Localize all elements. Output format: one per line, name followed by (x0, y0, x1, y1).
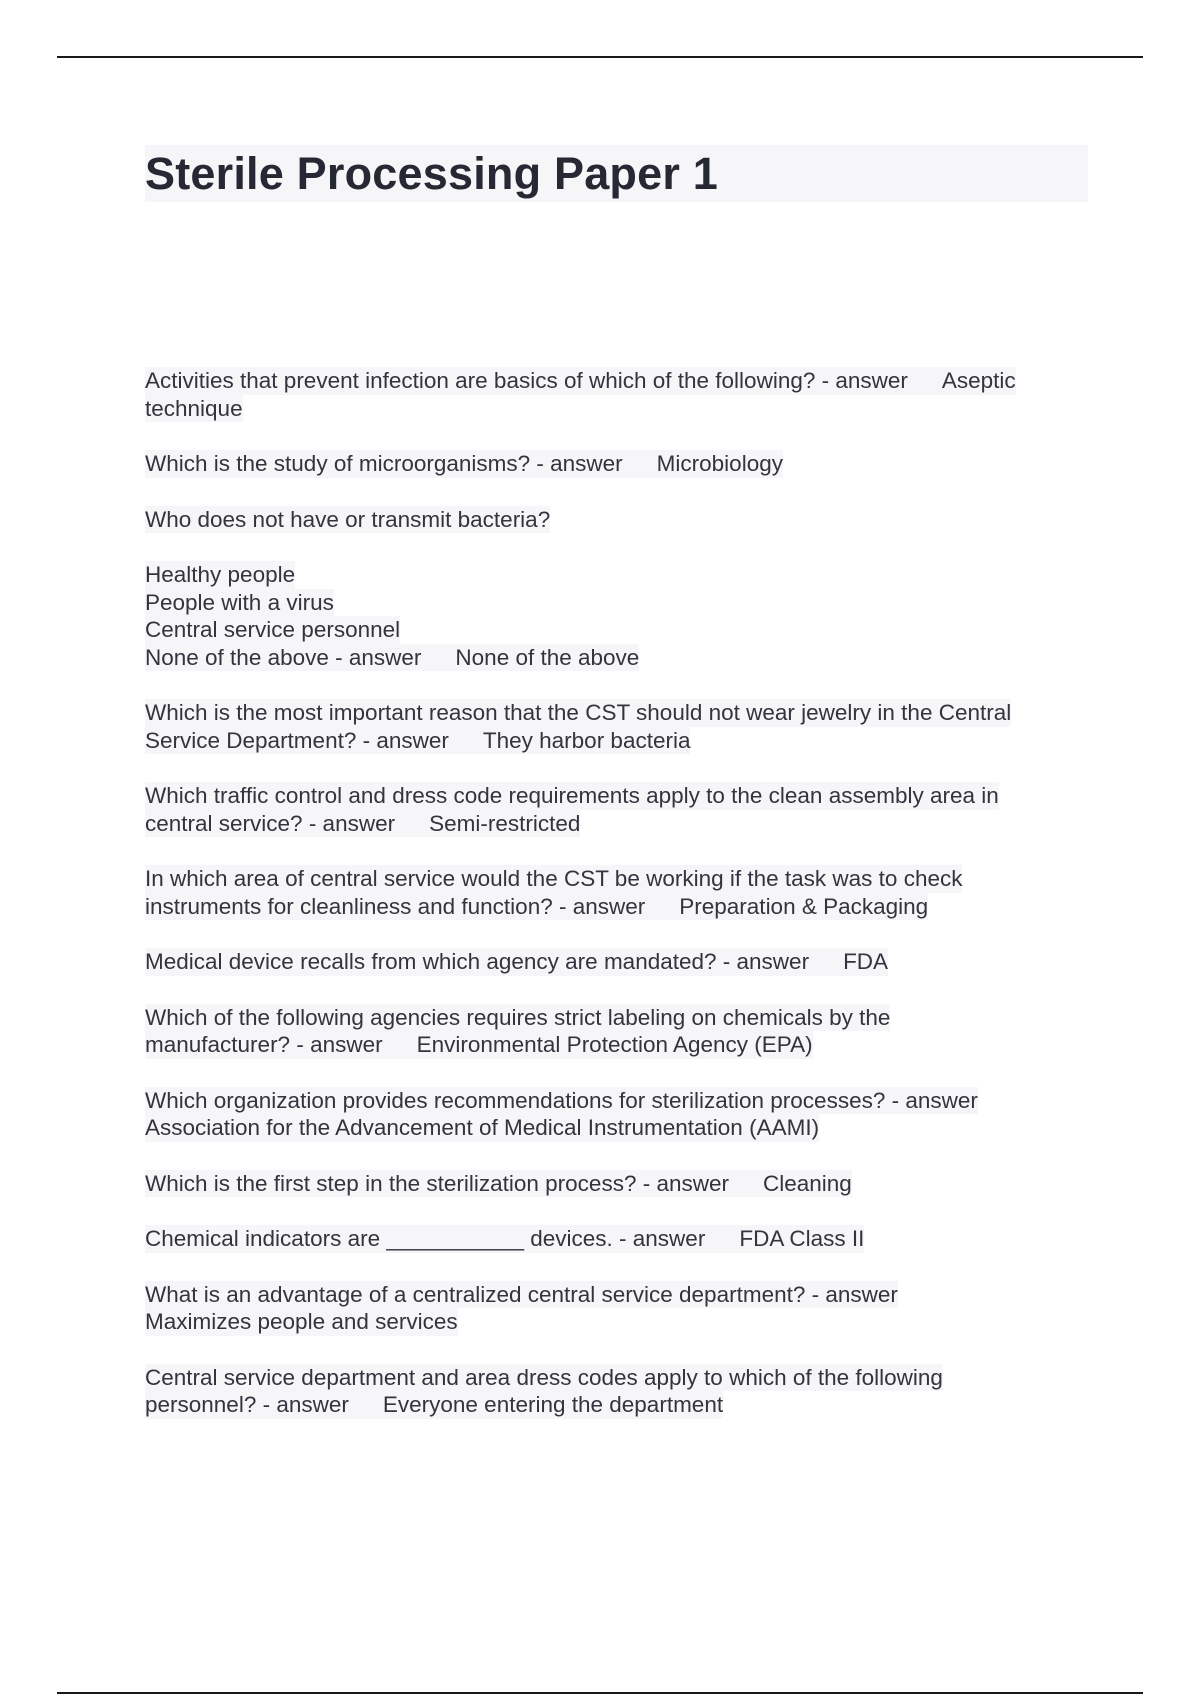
answer-text: Association for the Advancement of Medical Instrumentation (AAMI) (145, 1115, 820, 1140)
qa-item (145, 782, 1090, 837)
qa-line (145, 506, 550, 534)
qa-line (145, 1225, 864, 1253)
title-highlight (145, 145, 1088, 202)
answer-text: Preparation & Packaging (679, 893, 929, 919)
answer-text: FDA Class II (739, 1226, 865, 1251)
qa-item (145, 1225, 1090, 1253)
question-text: Which is the first step in the sterilization process? - answer (145, 1170, 729, 1196)
qa-line (145, 1114, 819, 1142)
qa-list (145, 367, 1090, 1447)
qa-line (145, 1004, 890, 1032)
qa-item (145, 1281, 1090, 1336)
question-text: What is an advantage of a centralized central service department? - answer (145, 1281, 898, 1307)
qa-line (145, 1170, 852, 1198)
question-text: Chemical indicators are ___________ devices. - answer (145, 1226, 706, 1251)
qa-line (145, 810, 580, 838)
qa-line (145, 1031, 813, 1059)
answer-text-continued: technique (145, 395, 243, 421)
question-text: Which is the study of microorganisms? - answer (145, 451, 623, 476)
qa-item (145, 1004, 1090, 1059)
qa-line (145, 367, 1016, 395)
qa-item (145, 1170, 1090, 1198)
qa-item (145, 450, 1090, 478)
qa-line (145, 1308, 458, 1336)
answer-text: They harbor bacteria (482, 727, 691, 753)
qa-line (145, 1391, 723, 1419)
question-text: Which of the following agencies requires strict labeling on chemicals by the (145, 1004, 891, 1030)
page-title: Sterile Processing Paper 1 (145, 148, 718, 199)
qa-line (145, 450, 783, 478)
qa-item (145, 506, 1090, 672)
question-text-continued: Service Department? - answer (145, 727, 449, 753)
question-text: Which traffic control and dress code requirements apply to the clean assembly area in (145, 783, 999, 808)
question-text: Which is the most important reason that the CST should not wear jewelry in the Central (145, 700, 1012, 725)
qa-line (145, 395, 243, 423)
qa-line (145, 727, 690, 755)
answer-text: Cleaning (762, 1170, 852, 1196)
question-text: Which organization provides recommendations for sterilization processes? - answer (145, 1087, 978, 1113)
qa-line (145, 699, 1011, 727)
qa-line (145, 893, 928, 921)
qa-line (145, 782, 999, 810)
answer-text: Maximizes people and services (145, 1309, 458, 1334)
qa-item (145, 367, 1090, 422)
question-text-continued: manufacturer? - answer (145, 1032, 383, 1057)
question-text: Activities that prevent infection are basics of which of the following? - answer (145, 368, 908, 393)
option-item: Central service personnel (145, 617, 401, 642)
question-text-continued: instruments for cleanliness and function? - answer (145, 893, 646, 919)
bottom-rule (57, 1692, 1143, 1694)
question-text: Central service department and area dress codes apply to which of the following (145, 1364, 943, 1390)
top-rule (57, 56, 1143, 58)
qa-line (145, 865, 962, 893)
question-text-continued: central service? - answer (145, 810, 396, 836)
answer-text: Semi-restricted (429, 810, 581, 836)
qa-line (145, 1364, 943, 1392)
qa-item (145, 1364, 1090, 1419)
question-text: Medical device recalls from which agency are mandated? - answer (145, 949, 810, 974)
answer-text: None of the above (455, 644, 640, 670)
answer-text: Microbiology (656, 451, 783, 476)
qa-item (145, 1087, 1090, 1142)
option-item: Healthy people (145, 562, 296, 587)
option-item: None of the above - answer (145, 644, 422, 670)
answer-text: FDA (843, 949, 889, 974)
qa-item (145, 948, 1090, 976)
qa-item (145, 699, 1090, 754)
answer-text: Aseptic (941, 368, 1016, 393)
question-text: In which area of central service would the CST be working if the task was to check (145, 866, 963, 891)
question-text-continued: personnel? - answer (145, 1392, 349, 1417)
option-item: People with a virus (145, 589, 334, 615)
qa-line (145, 1087, 978, 1115)
qa-item (145, 865, 1090, 920)
qa-line (145, 948, 888, 976)
qa-line (145, 644, 639, 672)
answer-text: Everyone entering the department (382, 1392, 724, 1417)
qa-line (145, 1281, 898, 1309)
answer-text: Environmental Protection Agency (EPA) (416, 1032, 813, 1057)
question-text: Who does not have or transmit bacteria? (145, 506, 551, 532)
options-list (145, 561, 1090, 671)
